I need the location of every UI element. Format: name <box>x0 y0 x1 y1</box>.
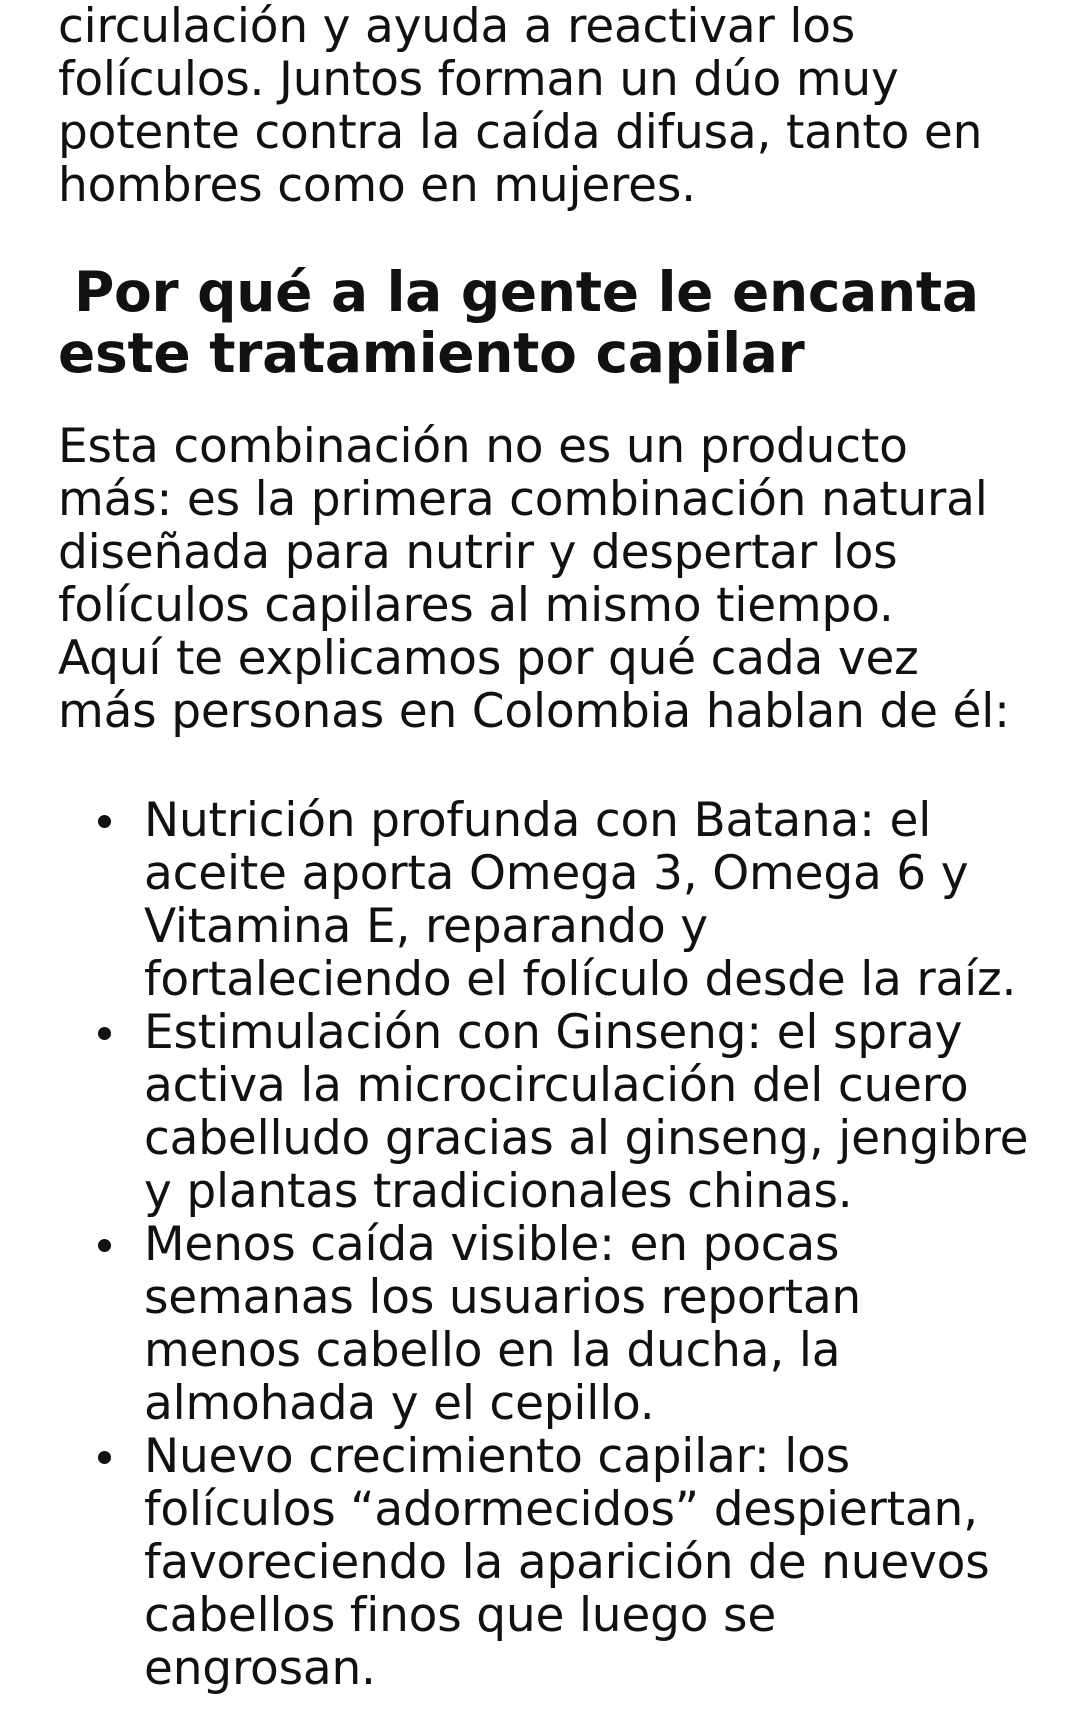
bullet-icon <box>98 1451 111 1464</box>
section-body-paragraph <box>58 420 1048 738</box>
benefit-item-batana <box>58 794 1058 1006</box>
bullet-icon <box>98 1239 111 1252</box>
benefits-list <box>58 794 1058 1695</box>
body-line: Aquí te explicamos por qué cada vez <box>58 631 919 686</box>
benefit-line: Estimulación con Ginseng: el spray <box>144 1005 963 1060</box>
bullet-icon <box>98 815 111 828</box>
intro-line: hombres como en mujeres. <box>58 158 696 213</box>
benefit-line: cabellos finos que luego se <box>144 1588 777 1643</box>
bullet-icon <box>98 1027 111 1040</box>
benefit-line: activa la microcirculación del cuero <box>144 1058 969 1113</box>
benefit-item-new-growth <box>58 1430 1058 1695</box>
benefit-line: fortaleciendo el folículo desde la raíz. <box>144 952 1017 1007</box>
benefit-line: engrosan. <box>144 1641 376 1696</box>
benefit-line: Menos caída visible: en pocas <box>144 1217 840 1272</box>
benefit-line: y plantas tradicionales chinas. <box>144 1164 853 1219</box>
benefit-line: Nuevo crecimiento capilar: los <box>144 1429 850 1484</box>
intro-line: folículos. Juntos forman un dúo muy <box>58 52 899 107</box>
heading-line: este tratamiento capilar <box>58 321 805 385</box>
benefit-line: folículos “adormecidos” despiertan, <box>144 1482 978 1537</box>
body-line: Esta combinación no es un producto <box>58 419 908 474</box>
benefit-line: menos cabello en la ducha, la <box>144 1323 841 1378</box>
benefit-line: almohada y el cepillo. <box>144 1376 655 1431</box>
body-line: folículos capilares al mismo tiempo. <box>58 578 894 633</box>
section-heading <box>58 262 1048 384</box>
benefit-line: Nutrición profunda con Batana: el <box>144 793 932 848</box>
body-line: más personas en Colombia hablan de él: <box>58 684 1010 739</box>
benefit-line: favoreciendo la aparición de nuevos <box>144 1535 990 1590</box>
heading-line: Por qué a la gente le encanta <box>74 260 979 324</box>
body-line: diseñada para nutrir y despertar los <box>58 525 898 580</box>
intro-paragraph <box>58 0 1048 212</box>
benefit-line: cabelludo gracias al ginseng, jengibre <box>144 1111 1029 1166</box>
benefit-line: aceite aporta Omega 3, Omega 6 y <box>144 846 969 901</box>
benefit-line: semanas los usuarios reportan <box>144 1270 862 1325</box>
intro-line: circulación y ayuda a reactivar los <box>58 0 856 54</box>
benefit-item-ginseng <box>58 1006 1058 1218</box>
benefit-item-less-hair-loss <box>58 1218 1058 1430</box>
intro-line: potente contra la caída difusa, tanto en <box>58 105 983 160</box>
benefit-line: Vitamina E, reparando y <box>144 899 708 954</box>
body-line: más: es la primera combinación natural <box>58 472 988 527</box>
